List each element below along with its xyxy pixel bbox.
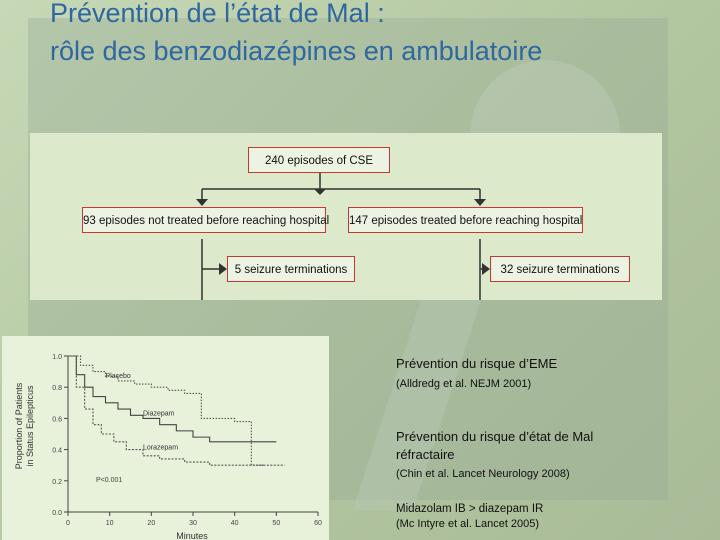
point-2-heading-line2: réfractaire	[396, 447, 455, 462]
root-arrowhead	[314, 189, 326, 195]
km-y-tick-label: 0.6	[52, 416, 62, 424]
point-1-reference: (Alldredg et al. NEJM 2001)	[396, 378, 532, 390]
point-1	[396, 355, 696, 392]
slide-title	[50, 0, 710, 70]
km-x-tick-label: 40	[230, 520, 239, 527]
left-arrowhead	[196, 199, 208, 206]
km-y-tick-label: 0.4	[52, 447, 62, 455]
km-ylabel-line1: Proportion of Patients	[14, 382, 24, 470]
flow-right-branch-box: 147 episodes treated before reaching hospital	[348, 207, 583, 233]
km-y-tick-label: 0.0	[52, 510, 62, 517]
km-x-tick-label: 30	[189, 520, 197, 527]
km-xlabel: Minutes	[176, 531, 208, 540]
right-outcome-arrowhead	[482, 263, 490, 275]
km-series-label-lorazepam: Lorazepam	[143, 444, 179, 452]
point-3	[396, 502, 696, 532]
slide-title-line1: Prévention de l’état de Mal :	[50, 0, 385, 28]
point-3-reference: (Mc Intyre et al. Lancet 2005)	[396, 518, 540, 530]
flow-left-branch-box: 93 episodes not treated before reaching hospital	[82, 207, 326, 233]
point-2-heading: Prévention du risque d’état de Mal	[396, 429, 594, 444]
slide-title-line2: rôle des benzodiazépines en ambulatoire	[50, 36, 543, 66]
flow-root-box: 240 episodes of CSE	[248, 147, 390, 173]
km-x-tick-label: 50	[272, 520, 281, 527]
point-1-heading: Prévention du risque d’EME	[396, 356, 558, 371]
km-series-diazepam	[68, 356, 276, 442]
flowchart-figure	[30, 133, 662, 300]
km-y-tick-label: 1.0	[52, 354, 62, 361]
km-x-tick-label: 0	[66, 520, 70, 527]
point-3-heading: Midazolam IB > diazepam IR	[396, 503, 544, 515]
km-x-tick-label: 20	[147, 520, 156, 527]
point-2-reference: (Chin et al. Lancet Neurology 2008)	[396, 468, 570, 480]
km-series-label-placebo: Placebo	[105, 372, 131, 380]
km-x-tick-label: 10	[105, 520, 114, 527]
km-y-tick-label: 0.2	[52, 478, 62, 486]
km-chart	[2, 336, 329, 540]
flow-right-outcome-box: 32 seizure terminations	[490, 256, 630, 282]
km-p-value: P<0.001	[96, 477, 123, 484]
right-arrowhead	[474, 199, 486, 206]
point-2	[396, 428, 696, 482]
km-x-tick-label: 60	[314, 520, 322, 527]
flow-left-outcome-box: 5 seizure terminations	[227, 256, 355, 282]
km-y-tick-label: 0.8	[52, 385, 62, 393]
km-series-label-diazepam: Diazepam	[143, 410, 175, 418]
left-outcome-arrowhead	[219, 263, 227, 275]
km-ylabel-line2: in Status Epilepticus	[25, 385, 35, 467]
km-figure	[2, 336, 329, 540]
